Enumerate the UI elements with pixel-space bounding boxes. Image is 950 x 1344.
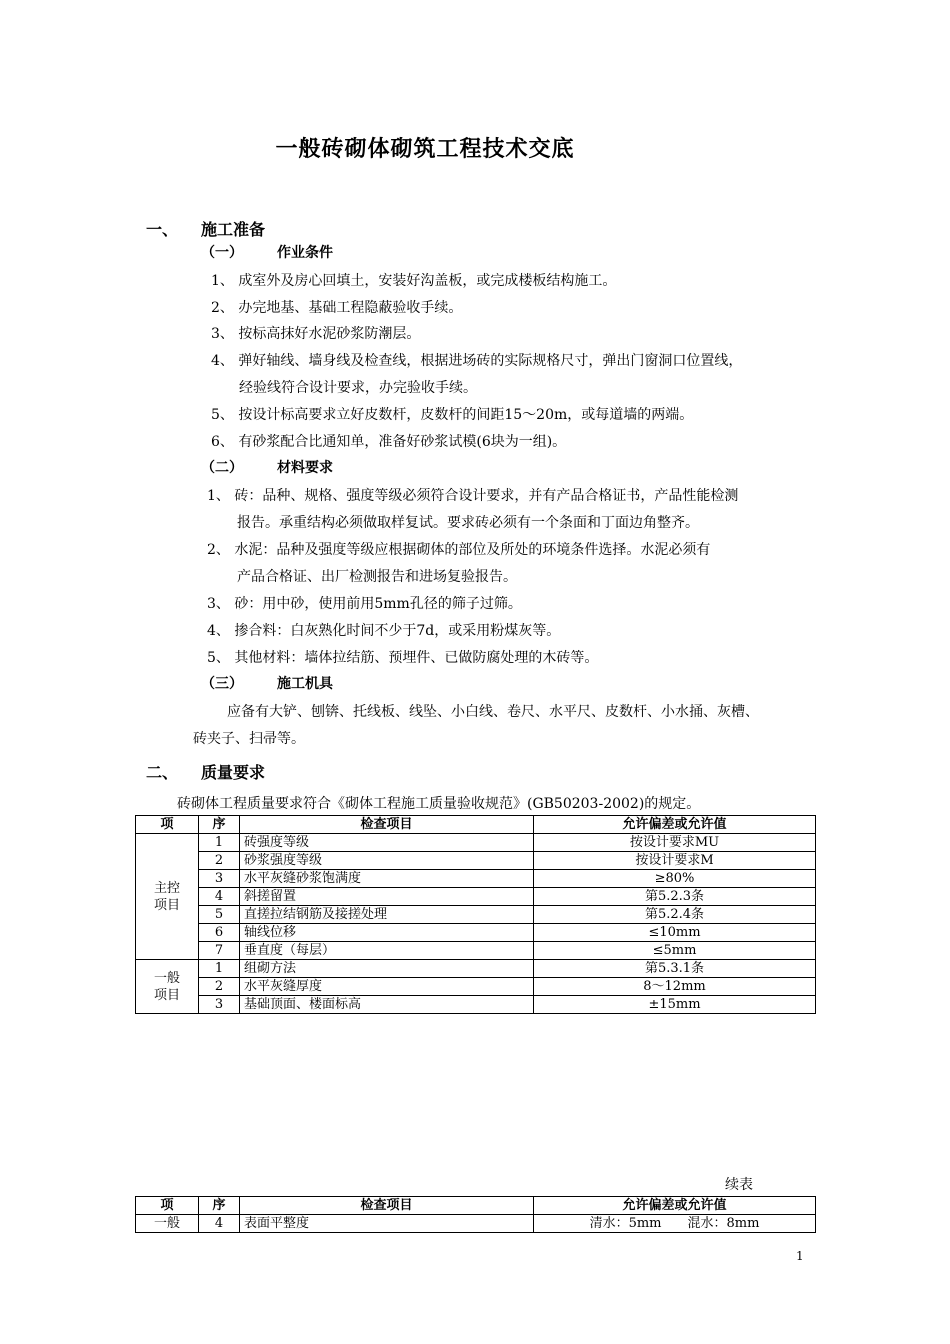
cell-item: 水平灰缝厚度 — [240, 978, 534, 996]
table-row — [136, 996, 816, 1014]
sub1-item-5: 5、 按设计标高要求立好皮数杆，皮数杆的间距15～20m，或每道墙的两端。 — [211, 407, 694, 423]
header-check-item: 检查项目 — [240, 816, 534, 834]
table-row — [136, 852, 816, 870]
cell-no: 2 — [199, 852, 240, 870]
cell-value: ≥80% — [534, 870, 816, 888]
cell-no: 7 — [199, 942, 240, 960]
cell-value: ≤5mm — [534, 942, 816, 960]
sub2-item-3: 3、 砂：用中砂，使用前用5mm孔径的筛子过筛。 — [207, 596, 522, 612]
table-row — [136, 834, 816, 852]
section1-number: 一、 — [146, 220, 179, 239]
cell-value: 第5.3.1条 — [534, 960, 816, 978]
header-category: 项 — [136, 1197, 199, 1215]
cell-no: 2 — [199, 978, 240, 996]
continued-table — [135, 1196, 816, 1233]
table-row — [136, 942, 816, 960]
table-header-row — [136, 1197, 816, 1215]
cell-item: 基础顶面、楼面标高 — [240, 996, 534, 1014]
cell-no: 4 — [199, 888, 240, 906]
header-seq: 序 — [199, 1197, 240, 1215]
header-check-item: 检查项目 — [240, 1197, 534, 1215]
cell-no: 1 — [199, 960, 240, 978]
sub3-text: 应备有大铲、刨锛、托线板、线坠、小白线、卷尺、水平尺、皮数杆、小水捅、灰槽、 — [227, 704, 759, 720]
sub1-item-1: 1、 成室外及房心回填土，安装好沟盖板，或完成楼板结构施工。 — [211, 273, 617, 289]
cell-value: 按设计要求MU — [534, 834, 816, 852]
category-main — [136, 834, 199, 960]
table-row — [136, 1215, 816, 1233]
continued-label: 续表 — [725, 1177, 753, 1193]
category-general-label: 一般 项目 — [153, 970, 180, 1003]
header-category: 项 — [136, 816, 199, 834]
table-row — [136, 870, 816, 888]
header-tolerance: 允许偏差或允许值 — [534, 1197, 816, 1215]
sub3-title: 施工机具 — [277, 676, 333, 692]
category-general — [136, 960, 199, 1014]
sub2-item-1-cont: 报告。承重结构必须做取样复试。要求砖必须有一个条面和丁面边角整齐。 — [237, 515, 699, 531]
cell-value: 第5.2.3条 — [534, 888, 816, 906]
sub2-item-2-cont: 产品合格证、出厂检测报告和进场复验报告。 — [237, 569, 517, 585]
header-seq: 序 — [199, 816, 240, 834]
table-row — [136, 888, 816, 906]
cell-no: 3 — [199, 996, 240, 1014]
cell-item: 直搓拉结钢筋及接搓处理 — [240, 906, 534, 924]
sub1-item-2: 2、 办完地基、基础工程隐蔽验收手续。 — [211, 300, 463, 316]
cell-item: 垂直度（每层） — [240, 942, 534, 960]
cell-value: 按设计要求M — [534, 852, 816, 870]
sub1-item-6: 6、 有砂浆配合比通知单，准备好砂浆试模(6块为一组)。 — [211, 434, 567, 450]
page-title: 一般砖砌体砌筑工程技术交底 — [275, 137, 575, 162]
cell-category: 一般 — [136, 1215, 199, 1233]
sub1-item-4: 4、 弹好轴线、墙身线及检查线，根据进场砖的实际规格尺寸，弹出门窗洞口位置线， — [211, 353, 743, 369]
cell-value: 清水：5mm 混水：8mm — [534, 1215, 816, 1233]
sub3-number: （三） — [201, 676, 243, 692]
cell-item: 组砌方法 — [240, 960, 534, 978]
category-main-label: 主控 项目 — [153, 880, 180, 913]
sub1-number: （一） — [201, 245, 243, 261]
cell-item: 水平灰缝砂浆饱满度 — [240, 870, 534, 888]
cell-value: ±15mm — [534, 996, 816, 1014]
cell-item: 轴线位移 — [240, 924, 534, 942]
page-number: 1 — [796, 1249, 804, 1263]
section2-intro: 砖砌体工程质量要求符合《砌体工程施工质量验收规范》(GB50203-2002)的规定。 — [177, 796, 701, 812]
cell-item: 砂浆强度等级 — [240, 852, 534, 870]
sub2-title: 材料要求 — [277, 460, 333, 476]
cell-value: 第5.2.4条 — [534, 906, 816, 924]
sub2-number: （二） — [201, 460, 243, 476]
cell-no: 4 — [199, 1215, 240, 1233]
table-header-row — [136, 816, 816, 834]
table-row — [136, 924, 816, 942]
table-row — [136, 978, 816, 996]
section2-number: 二、 — [146, 763, 179, 782]
sub2-item-1: 1、 砖：品种、规格、强度等级必须符合设计要求，并有产品合格证书，产品性能检测 — [207, 488, 739, 504]
section1-title: 施工准备 — [201, 220, 266, 239]
sub2-item-4: 4、 掺合料：白灰熟化时间不少于7d，或采用粉煤灰等。 — [207, 623, 561, 639]
cell-no: 1 — [199, 834, 240, 852]
cell-no: 5 — [199, 906, 240, 924]
table-row — [136, 960, 816, 978]
sub2-item-2: 2、 水泥：品种及强度等级应根据砌体的部位及所处的环境条件选择。水泥必须有 — [207, 542, 711, 558]
cell-no: 3 — [199, 870, 240, 888]
cell-value: ≤10mm — [534, 924, 816, 942]
cell-item: 砖强度等级 — [240, 834, 534, 852]
quality-table — [135, 815, 816, 1014]
section2-title: 质量要求 — [201, 763, 266, 782]
header-tolerance: 允许偏差或允许值 — [534, 816, 816, 834]
sub1-item-3: 3、 按标高抹好水泥砂浆防潮层。 — [211, 326, 421, 342]
sub1-item-4-cont: 经验线符合设计要求，办完验收手续。 — [239, 380, 477, 396]
sub3-text-cont: 砖夹子、扫帚等。 — [193, 731, 305, 747]
table-row — [136, 906, 816, 924]
cell-no: 6 — [199, 924, 240, 942]
cell-item: 表面平整度 — [240, 1215, 534, 1233]
cell-value: 8～12mm — [534, 978, 816, 996]
sub2-item-5: 5、 其他材料：墙体拉结筋、预埋件、已做防腐处理的木砖等。 — [207, 650, 599, 666]
sub1-title: 作业条件 — [277, 245, 333, 261]
cell-item: 斜搓留置 — [240, 888, 534, 906]
